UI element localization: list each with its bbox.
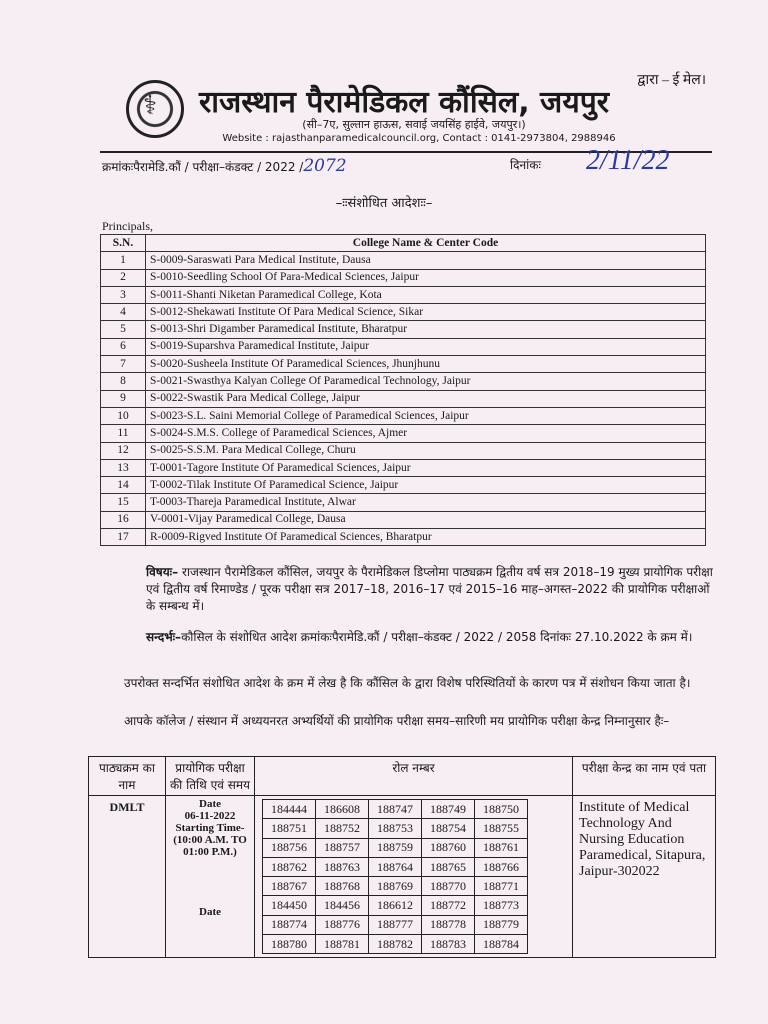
college-sn: 8 — [101, 373, 146, 390]
table-row — [101, 321, 706, 338]
roll-row — [263, 935, 528, 954]
college-name: S-0024-S.M.S. College of Paramedical Sciences, Ajmer — [146, 425, 706, 442]
college-table — [100, 234, 706, 546]
roll-number: 188750 — [475, 800, 528, 819]
exam-header-rolls: रोल नम्बर — [255, 757, 573, 796]
college-name: S-0009-Saraswati Para Medical Institute, Dausa — [146, 252, 706, 269]
roll-number: 188760 — [422, 838, 475, 857]
reference-prefix: क्रमांकःपैरामेडि.कौं / परीक्षा–कंडक्ट / 2022 / — [102, 160, 304, 174]
college-sn: 2 — [101, 269, 146, 286]
roll-number: 188784 — [475, 935, 528, 954]
council-title: राजस्थान पैरामेडिकल कौंसिल, जयपुर — [198, 85, 610, 120]
roll-number: 188763 — [316, 857, 369, 876]
roll-number: 188751 — [263, 819, 316, 838]
roll-number: 188769 — [369, 877, 422, 896]
roll-number: 188756 — [263, 838, 316, 857]
roll-number: 188772 — [422, 896, 475, 915]
college-sn: 4 — [101, 304, 146, 321]
table-row — [101, 442, 706, 459]
roll-number: 188765 — [422, 857, 475, 876]
college-name: S-0020-Susheela Institute Of Paramedical Sciences, Jhunjhunu — [146, 356, 706, 373]
college-sn: 10 — [101, 407, 146, 424]
table-row — [101, 494, 706, 511]
reference-text: कौसिल के संशोधित आदेश क्रमांकःपैरामेडि.कौं / परीक्षा–कंडक्ट / 2022 / 2058 दिनांकः 27.10.2022 के क्रम में। — [181, 630, 693, 644]
roll-number: 188762 — [263, 857, 316, 876]
roll-number: 184444 — [263, 800, 316, 819]
roll-number: 188780 — [263, 935, 316, 954]
table-row — [101, 304, 706, 321]
college-sn: 13 — [101, 459, 146, 476]
roll-number: 184456 — [316, 896, 369, 915]
college-name: S-0011-Shanti Niketan Paramedical College, Kota — [146, 286, 706, 303]
roll-number: 188779 — [475, 915, 528, 934]
principals-label: Principals, — [102, 219, 153, 233]
exam-rolls-cell — [255, 796, 573, 958]
roll-number: 188768 — [316, 877, 369, 896]
roll-number: 188782 — [369, 935, 422, 954]
roll-number: 188749 — [422, 800, 475, 819]
college-sn: 12 — [101, 442, 146, 459]
table-row — [101, 338, 706, 355]
college-name: S-0025-S.S.M. Para Medical College, Churu — [146, 442, 706, 459]
roll-number: 188753 — [369, 819, 422, 838]
college-name: T-0003-Thareja Paramedical Institute, Alwar — [146, 494, 706, 511]
roll-number: 188783 — [422, 935, 475, 954]
roll-row — [263, 838, 528, 857]
college-name: T-0001-Tagore Institute Of Paramedical Sciences, Jaipur — [146, 459, 706, 476]
roll-row — [263, 800, 528, 819]
roll-number: 188770 — [422, 877, 475, 896]
council-website: Website : rajasthanparamedicalcouncil.org, Contact : 0141-2973804, 2988946 — [222, 133, 616, 144]
exam-time: Starting Time- (10:00 A.M. TO 01:00 P.M.) — [173, 822, 247, 858]
exam-header-center: परीक्षा केन्द्र का नाम एवं पता — [573, 757, 716, 796]
table-row — [101, 511, 706, 528]
exam-header-course: पाठ्यक्रम का नाम — [89, 757, 166, 796]
body-paragraph-1: उपरोक्त सन्दर्भित संशोधित आदेश के क्रम में लेख है कि कौंसिल के द्वारा विशेष परिस्थितियों के कारण पत्र में संशोधन किया जाता है। — [124, 676, 691, 690]
college-name: S-0023-S.L. Saini Memorial College of Paramedical Sciences, Jaipur — [146, 407, 706, 424]
roll-number: 188771 — [475, 877, 528, 896]
roll-number: 186608 — [316, 800, 369, 819]
roll-number: 188773 — [475, 896, 528, 915]
exam-schedule — [166, 796, 255, 958]
exam-table — [88, 756, 716, 958]
roll-number: 188759 — [369, 838, 422, 857]
college-sn: 16 — [101, 511, 146, 528]
roll-number: 188766 — [475, 857, 528, 876]
college-sn: 11 — [101, 425, 146, 442]
college-sn: 7 — [101, 356, 146, 373]
roll-number: 188774 — [263, 915, 316, 934]
subject — [146, 564, 716, 615]
order-title: –ःःसंशोधित आदेशःः– — [335, 196, 433, 211]
roll-number: 186612 — [369, 896, 422, 915]
college-sn: 17 — [101, 529, 146, 546]
college-sn: 6 — [101, 338, 146, 355]
roll-row — [263, 877, 528, 896]
college-sn: 5 — [101, 321, 146, 338]
exam-next-date-label: Date — [199, 906, 221, 918]
roll-number: 188776 — [316, 915, 369, 934]
table-row — [101, 252, 706, 269]
exam-header-date: प्रायोगिक परीक्षा की तिथि एवं समय — [166, 757, 255, 796]
table-row — [101, 407, 706, 424]
exam-center: Institute of Medical Technology And Nursing Education Paramedical, Sitapura, Jaipur-302022 — [573, 796, 716, 958]
college-sn: 9 — [101, 390, 146, 407]
date-handwritten: 2/11/22 — [586, 145, 670, 176]
table-row — [101, 286, 706, 303]
roll-number: 188781 — [316, 935, 369, 954]
roll-number: 188747 — [369, 800, 422, 819]
subject-text: राजस्थान पैरामेडिकल कौंसिल, जयपुर के पैरामेडिकल डिप्लोमा पाठ्यक्रम द्वितीय वर्ष सत्र 2018–19 मुख्य प्रायोगिक परीक्षा एवं द्वितीय वर्ष रिमाण्डेड / पूरक परीक्षा सत्र 2017–18, 2016–17 एवं 2015–16 माह–अगस्त–2022 की प्रायोगिक परीक्षाओं के सम्बन्ध में। — [146, 565, 713, 613]
reference-label: सन्दर्भः– — [146, 630, 182, 644]
delivery-mode: द्वारा – ई मेल। — [637, 73, 706, 88]
table-row — [101, 459, 706, 476]
roll-row — [263, 819, 528, 838]
table-row — [101, 356, 706, 373]
roll-row — [263, 896, 528, 915]
roll-number: 188754 — [422, 819, 475, 838]
table-row — [101, 269, 706, 286]
table-row — [101, 390, 706, 407]
college-name: R-0009-Rigved Institute Of Paramedical Sciences, Bharatpur — [146, 529, 706, 546]
roll-row — [263, 857, 528, 876]
college-sn: 1 — [101, 252, 146, 269]
reference-handwritten: 2072 — [303, 156, 347, 176]
roll-number: 188778 — [422, 915, 475, 934]
roll-number: 188757 — [316, 838, 369, 857]
roll-number-grid — [262, 799, 528, 954]
college-name: S-0019-Suparshva Paramedical Institute, Jaipur — [146, 338, 706, 355]
college-name: V-0001-Vijay Paramedical College, Dausa — [146, 511, 706, 528]
reference — [146, 629, 716, 646]
college-name: S-0013-Shri Digamber Paramedical Institute, Bharatpur — [146, 321, 706, 338]
council-address: (सी–7ए, सुल्तान हाऊस, सवाई जयसिंह हाईवे, जयपुर।) — [302, 118, 526, 131]
roll-row — [263, 915, 528, 934]
table-row — [101, 425, 706, 442]
reference-number — [102, 156, 347, 176]
roll-number: 188767 — [263, 877, 316, 896]
college-sn: 14 — [101, 477, 146, 494]
college-sn: 3 — [101, 286, 146, 303]
roll-number: 188761 — [475, 838, 528, 857]
table-row — [101, 373, 706, 390]
col-header-sn: S.N. — [101, 235, 146, 252]
col-header-college: College Name & Center Code — [146, 235, 706, 252]
college-name: S-0010-Seedling School Of Para-Medical Sciences, Jaipur — [146, 269, 706, 286]
roll-number: 188777 — [369, 915, 422, 934]
college-name: S-0022-Swastik Para Medical College, Jaipur — [146, 390, 706, 407]
subject-label: विषयः– — [146, 565, 179, 579]
exam-course: DMLT — [89, 796, 166, 958]
roll-number: 188755 — [475, 819, 528, 838]
date-label: दिनांकः — [510, 158, 541, 172]
table-row — [101, 477, 706, 494]
college-name: S-0021-Swasthya Kalyan College Of Paramedical Technology, Jaipur — [146, 373, 706, 390]
exam-date: 06-11-2022 — [184, 810, 236, 822]
college-sn: 15 — [101, 494, 146, 511]
roll-number: 188764 — [369, 857, 422, 876]
roll-number: 188752 — [316, 819, 369, 838]
college-name: S-0012-Shekawati Institute Of Para Medical Science, Sikar — [146, 304, 706, 321]
table-row — [101, 529, 706, 546]
roll-number: 184450 — [263, 896, 316, 915]
college-name: T-0002-Tilak Institute Of Paramedical Science, Jaipur — [146, 477, 706, 494]
exam-date-label: Date — [199, 798, 221, 810]
body-paragraph-2: आपके कॉलेज / संस्थान में अध्ययनरत अभ्यर्थियों की प्रायोगिक परीक्षा समय–सारिणी मय प्रायोगिक परीक्षा केन्द्र निम्नानुसार हैः– — [124, 714, 670, 728]
